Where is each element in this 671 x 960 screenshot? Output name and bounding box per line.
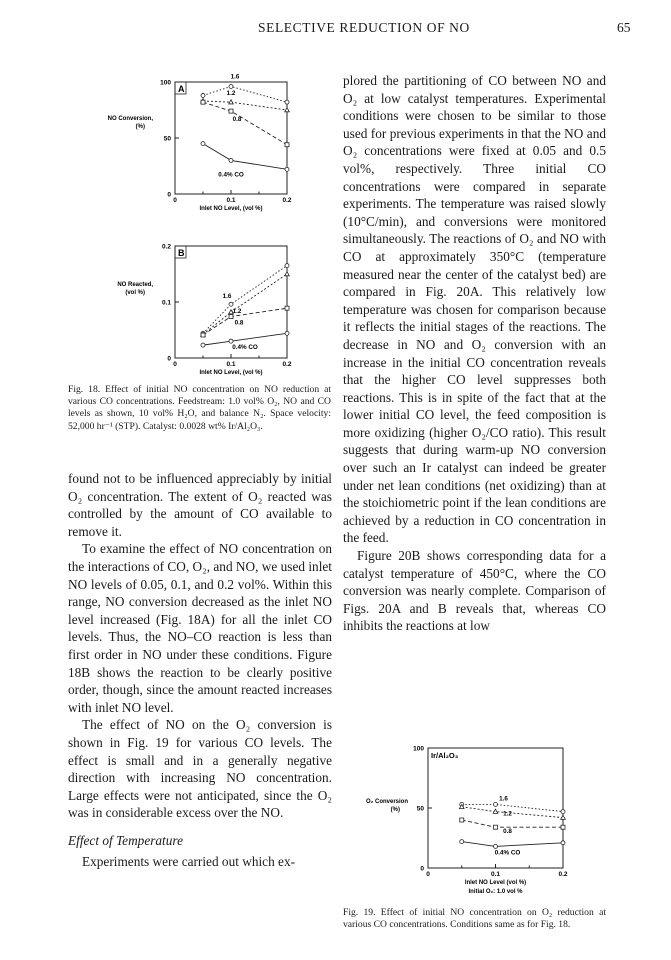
fig18a-chart: [95, 68, 315, 216]
y-axis-label: NO Reacted,: [117, 282, 153, 288]
series-label: 0.8: [232, 116, 242, 124]
series-label: 1.6: [230, 73, 240, 81]
panel-label: A: [178, 84, 185, 94]
x-tick-label: 0.1: [490, 871, 501, 878]
right-paragraph-2: Figure 20B shows corresponding data for a catalyst temperature of 450°C, where the CO conversion was nearly complete. Comparison of Figs. 20A and B reveals that, whereas CO inhibits the reactions at low: [343, 548, 606, 634]
panel-label: B: [178, 248, 185, 258]
left-paragraph-3: The effect of NO on the O₂ conversion is shown in Fig. 19 for various CO levels. The effect is small and in a generally negative direction with increasing NO concentration. Large effects were not anticipated, since the O₂ was in considerable excess over the NO.: [68, 717, 332, 821]
series-label: 0.4% CO: [218, 171, 244, 179]
data-point: [561, 810, 565, 814]
y-tick-label: 100: [413, 745, 424, 753]
panel-label: Ir/Al₂O₃: [431, 751, 459, 760]
y-tick-label: 0.1: [161, 299, 171, 307]
data-point: [561, 825, 565, 829]
data-point: [285, 100, 289, 104]
x-tick-label: 0: [173, 361, 177, 368]
data-point: [285, 272, 290, 276]
series-label: 1.6: [499, 795, 508, 803]
data-point: [201, 93, 205, 97]
y-tick-label: 50: [163, 135, 171, 143]
series-line: [462, 807, 563, 818]
data-point: [229, 100, 234, 104]
left-paragraph-4: Experiments were carried out which ex-: [82, 854, 296, 870]
left-column: [68, 470, 332, 871]
x-axis-label: Inlet NO Level, (vol %): [199, 370, 263, 376]
y-tick-label: 0.2: [161, 243, 171, 251]
y-axis-label-unit: (vol %): [125, 290, 145, 296]
x-tick-label: 0.2: [282, 197, 292, 204]
left-paragraph-2: To examine the effect of NO concentration on the interactions of CO, O₂, and NO, we used inlet NO levels of 0.05, 0.1, and 0.2 vol%. Within this range, NO conversion decreased as the inlet NO level increased (Fig. 18A) for all the inlet CO levels. Thus, the NO–CO reaction is less than first order in NO under these conditions. Figure 18B shows the reaction to be clearly positive order, though, since the amount reacted increases with inlet NO level.: [68, 541, 332, 715]
series-line: [203, 274, 287, 334]
y-tick-label: 0: [167, 355, 171, 363]
series-line: [203, 266, 287, 334]
data-point: [494, 802, 498, 806]
data-point: [201, 142, 205, 146]
series-label: 0.8: [503, 828, 512, 836]
data-point: [285, 331, 289, 335]
right-paragraph-1: plored the partitioning of CO between NO and O₂ at low catalyst temperatures. Experimental conditions were chosen to be similar to those used for previous experiments in that the NO and O₂ concentrations were fixed at 0.05 and 0.5 vol%, respectively. Three initial CO concentrations were compared in separate experiments. The temperature was raised slowly (10°C/min), and conversions were monitored simultaneously. The reactions of O₂ and NO with CO at approximately 350°C (temperature measured near the center of the catalyst bed) are compared in Fig. 20A. This relatively low temperature was chosen for comparison because it reflects the initial stages of the reactions. The decrease in NO and O₂ conversion with an increase in the initial CO concentration reveals that the higher CO level suppresses both reactions. This is in spite of the fact that at the lower initial CO level, the feed composition is more oxidizing (higher O₂/CO ratio). This result suggests that during warm-up NO conversion over such an Ir catalyst can indeed be greater under net lean conditions (net oxidizing) than at the stoichiometric point if the lean conditions are achieved by a reduction in CO concentration in the feed.: [343, 73, 606, 546]
data-point: [229, 315, 233, 319]
y-tick-label: 0: [420, 865, 424, 873]
x-tick-label: 0: [173, 197, 177, 204]
x-tick-label: 0.2: [558, 871, 568, 878]
page-number: 65: [617, 20, 631, 35]
running-title: SELECTIVE REDUCTION OF NO: [258, 20, 470, 35]
data-point: [285, 167, 289, 171]
data-point: [561, 841, 565, 845]
fig19-caption-text: Fig. 19. Effect of initial NO concentration on O₂ reduction at various CO concentrations. Conditions same as for Fig. 18.: [343, 907, 606, 931]
data-point: [229, 339, 233, 343]
data-point: [460, 840, 464, 844]
x-axis-sublabel: Initial O₂: 1.0 vol %: [468, 889, 523, 895]
y-tick-label: 100: [160, 79, 171, 87]
data-point: [285, 306, 289, 310]
fig18-caption-text: Fig. 18. Effect of initial NO concentration on NO reduction at various CO concentrations. Feedstream: 1.0 vol% O₂, NO and CO levels as shown, 10 vol% H₂O, and balance N₂. Space velocity: 52,000 hr⁻¹ (STP). Catalyst: 0.0028 wt% Ir/Al₂O₃.: [68, 384, 331, 432]
fig19-caption: [343, 907, 606, 931]
series-label: 0.8: [234, 319, 244, 327]
series-line: [203, 101, 287, 110]
series-label: 1.2: [226, 90, 236, 98]
data-point: [201, 343, 205, 347]
data-point: [201, 333, 205, 337]
data-point: [201, 100, 205, 104]
data-point: [229, 302, 233, 306]
series-line: [462, 804, 563, 811]
data-point: [285, 264, 289, 268]
series-line: [462, 820, 563, 827]
y-axis-label-unit: (%): [390, 807, 400, 813]
x-tick-label: 0.2: [282, 361, 292, 368]
fig18b-chart: [95, 232, 315, 378]
data-point: [229, 158, 233, 162]
fig19-chart: [340, 738, 605, 900]
x-axis-label: Inlet NO Level, (vol %): [199, 206, 263, 212]
y-axis-label: NO Conversion,: [107, 116, 153, 122]
y-axis-label: O₂ Conversion: [365, 799, 408, 805]
fig18-caption: [68, 384, 331, 433]
x-tick-label: 0.1: [226, 197, 236, 204]
series-line: [203, 102, 287, 145]
data-point: [494, 825, 498, 829]
series-line: [462, 842, 563, 847]
x-axis-label: Inlet NO Level (vol %): [464, 880, 527, 886]
x-tick-label: 0.1: [226, 361, 236, 368]
series-line: [203, 308, 287, 335]
series-line: [203, 144, 287, 170]
series-label: 1.2: [503, 810, 512, 818]
right-column: [343, 72, 606, 635]
data-point: [229, 109, 233, 113]
series-label: 0.4% CO: [232, 344, 258, 352]
series-label: 1.6: [222, 293, 232, 301]
data-point: [460, 818, 464, 822]
running-header: [0, 20, 671, 40]
data-point: [494, 844, 498, 848]
y-tick-label: 0: [167, 191, 171, 199]
data-point: [229, 84, 233, 88]
y-tick-label: 50: [416, 805, 424, 813]
series-label: 0.4% CO: [494, 849, 521, 857]
data-point: [285, 143, 289, 147]
series-label: 1.2: [232, 308, 242, 316]
x-tick-label: 0: [426, 871, 430, 878]
y-axis-label-unit: (%): [135, 124, 145, 130]
data-point: [285, 108, 290, 112]
series-line: [203, 86, 287, 102]
section-heading: Effect of Temperature: [68, 832, 183, 848]
left-paragraph-1: found not to be influenced appreciably by initial O₂ concentration. The extent of O₂ reacted was controlled by the amount of CO available to remove it.: [68, 471, 332, 539]
